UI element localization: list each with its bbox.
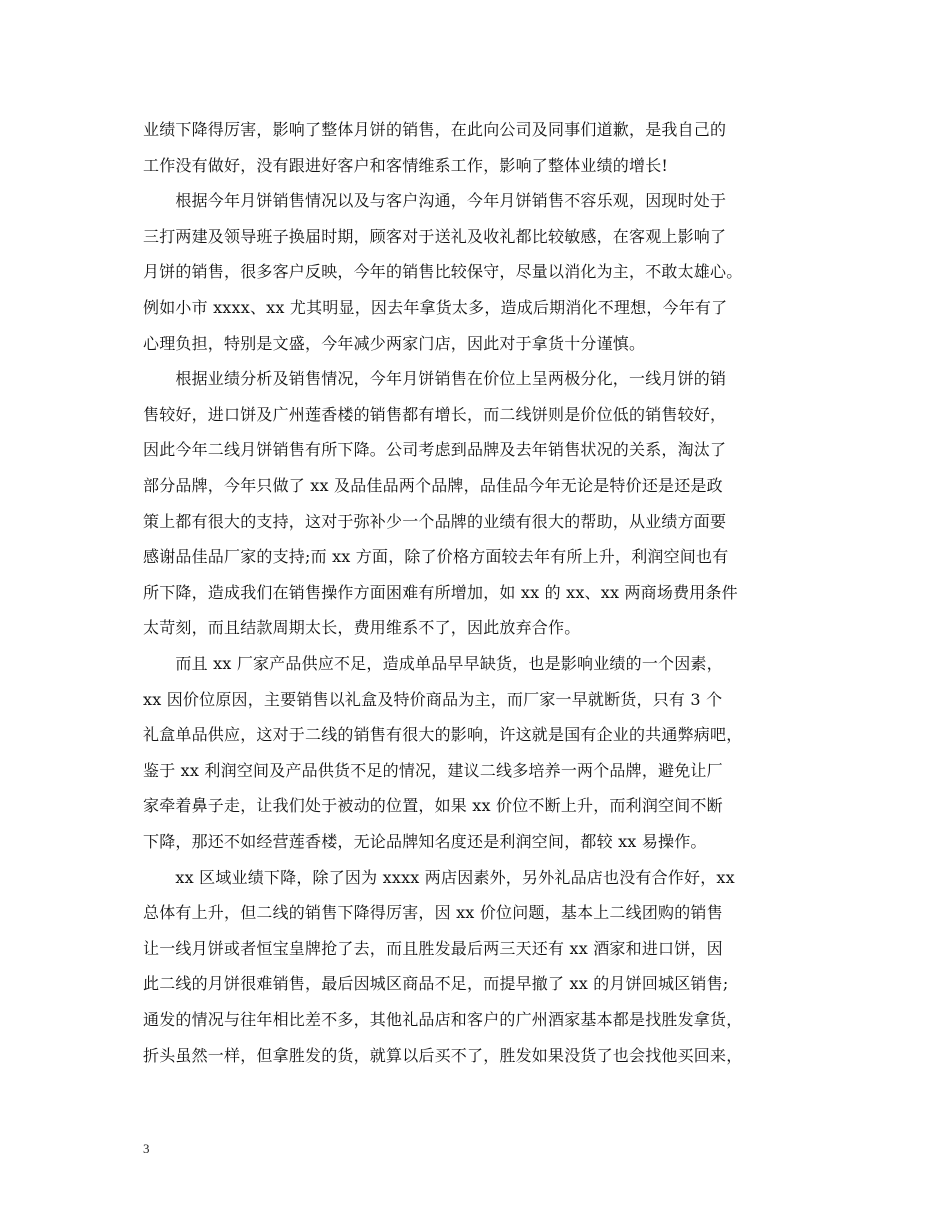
text-line: 家牵着鼻子走，让我们处于被动的位置，如果 xx 价位不断上升，而利润空间不断 — [143, 796, 723, 815]
text-line: 感谢品佳品厂家的支持;而 xx 方面，除了价格方面较去年有所上升，利润空间也有 — [143, 547, 729, 566]
text-line: 根据今年月饼销售情况以及与客户沟通，今年月饼销售不容乐观，因现时处于 — [143, 191, 727, 210]
text-line: 因此今年二线月饼销售有所下降。公司考虑到品牌及去年销售状况的关系，淘汰了 — [143, 440, 727, 459]
text-line: 下降，那还不如经营莲香楼，无论品牌知名度还是利润空间，都较 xx 易操作。 — [143, 832, 707, 851]
text-line: 心理负担，特别是文盛，今年减少两家门店，因此对于拿货十分谨慎。 — [143, 334, 646, 353]
text-line: 根据业绩分析及销售情况，今年月饼销售在价位上呈两极分化，一线月饼的销 — [143, 369, 727, 388]
text-line: 部分品牌，今年只做了 xx 及品佳品两个品牌，品佳品今年无论是特价还是还是政 — [143, 476, 723, 495]
text-line: 策上都有很大的支持，这对于弥补少一个品牌的业绩有很大的帮助，从业绩方面要 — [143, 512, 727, 531]
text-line: 礼盒单品供应，这对于二线的销售有很大的影响，许这就是国有企业的共通弊病吧， — [143, 725, 743, 744]
text-line: xx 区域业绩下降，除了因为 xxxx 两店因素外，另外礼品店也没有合作好，xx — [143, 868, 735, 887]
page-number: 3 — [143, 1141, 150, 1156]
text-line: 所下降，造成我们在销售操作方面困难有所增加，如 xx 的 xx、xx 两商场费用条件 — [143, 583, 738, 602]
text-line: 太苛刻，而且结款周期太长，费用维系不了，因此放弃合作。 — [143, 618, 581, 637]
text-line: 工作没有做好，没有跟进好客户和客情维系工作，影响了整体业绩的增长! — [143, 156, 669, 175]
text-line: 总体有上升，但二线的销售下降得厉害，因 xx 价位问题，基本上二线团购的销售 — [143, 903, 723, 922]
text-line: 月饼的销售，很多客户反映，今年的销售比较保守，尽量以消化为主，不敢太雄心。 — [143, 262, 743, 281]
text-line: 鉴于 xx 利润空间及产品供货不足的情况，建议二线多培养一两个品牌，避免让厂 — [143, 761, 723, 780]
text-line: 售较好，进口饼及广州莲香楼的销售都有增长，而二线饼则是价位低的销售较好， — [143, 405, 727, 424]
text-line: 三打两建及领导班子换届时期，顾客对于送礼及收礼都比较敏感，在客观上影响了 — [143, 227, 727, 246]
text-line: 此二线的月饼很难销售，最后因城区商品不足，而提早撤了 xx 的月饼回城区销售; — [143, 974, 729, 993]
text-line: 业绩下降得厉害，影响了整体月饼的销售，在此向公司及同事们道歉，是我自己的 — [143, 120, 727, 139]
text-line: xx 因价位原因，主要销售以礼盒及特价商品为主，而厂家一早就断货，只有 3 个 — [143, 690, 723, 709]
text-line: 折头虽然一样，但拿胜发的货，就算以后买不了，胜发如果没货了也会找他买回来， — [143, 1046, 743, 1065]
text-line: 例如小市 xxxx、xx 尤其明显，因去年拿货太多，造成后期消化不理想，今年有了 — [143, 298, 728, 317]
text-line: 而且 xx 厂家产品供应不足，造成单品早早缺货，也是影响业绩的一个因素， — [143, 654, 723, 673]
text-line: 通发的情况与往年相比差不多，其他礼品店和客户的广州酒家基本都是找胜发拿货， — [143, 1010, 743, 1029]
text-line: 让一线月饼或者恒宝皇牌抢了去，而且胜发最后两三天还有 xx 酒家和进口饼，因 — [143, 939, 723, 958]
